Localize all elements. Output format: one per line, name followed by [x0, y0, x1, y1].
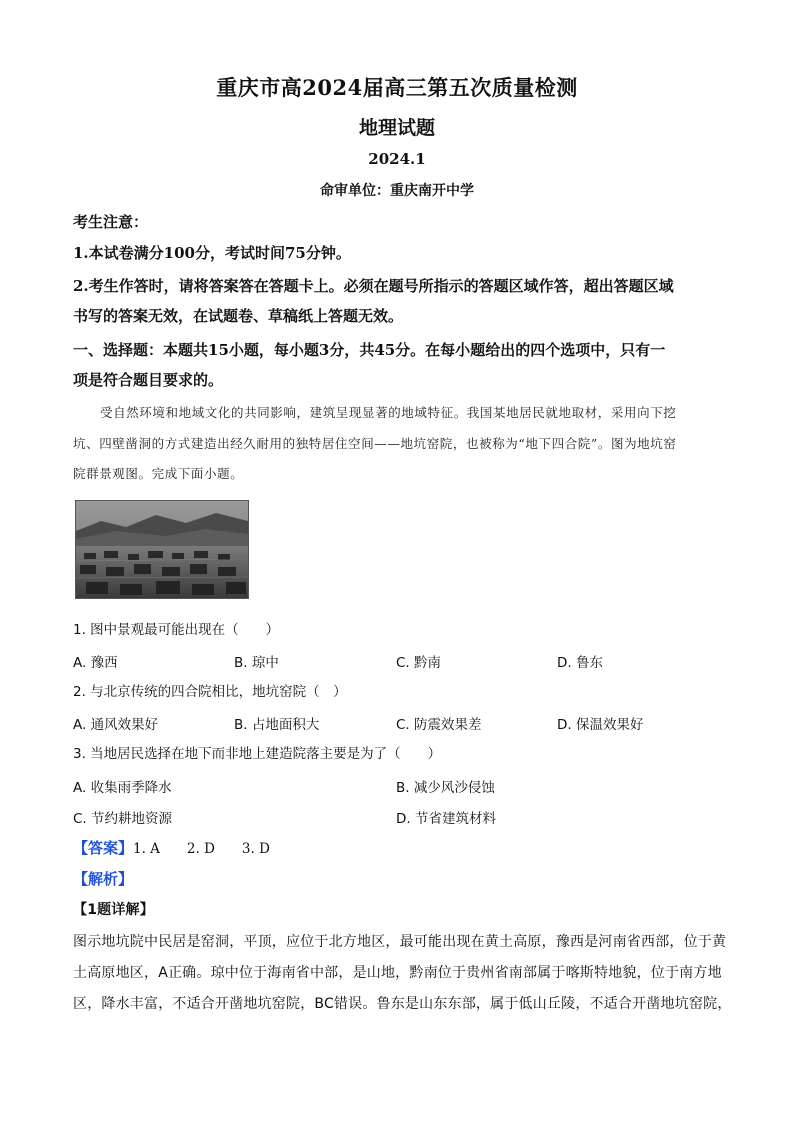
section-heading-line-2: 项是符合题目要求的。 — [73, 371, 224, 389]
question-3-option-a: A. 收集雨季降水 — [73, 780, 172, 796]
detail-line-3: 区，降水丰富，不适合开凿地坑窑院，BC错误。鲁东是山东东部，属于低山丘陵，不适合开凿地坑窑院， — [73, 996, 732, 1012]
notice-item-1: 1.本试卷满分100分，考试时间75分钟。 — [73, 244, 351, 262]
answer-values: 1. A 2. D 3. D — [133, 841, 270, 857]
intro-line-1: 受自然环境和地域文化的共同影响，建筑呈现显著的地域特征。我国某地居民就地取材，采用向下挖 — [100, 405, 677, 420]
answer-row — [73, 838, 723, 859]
question-3-option-c: C. 节约耕地资源 — [73, 811, 173, 827]
detail-line-2: 土高原地区，A正确。琼中位于海南省中部，是山地，黔南位于贵州省南部属于喀斯特地貌，位于南方地 — [73, 965, 722, 981]
question-1-option-b: B. 琼中 — [234, 655, 279, 671]
question-1-option-a: A. 豫西 — [73, 655, 118, 671]
exam-title: 重庆市高2024届高三第五次质量检测 — [216, 75, 578, 100]
question-1-stem: 1. 图中景观最可能出现在（ ） — [73, 622, 280, 638]
detail-line-1: 图示地坑院中民居是窑洞，平顶，应位于北方地区，最可能出现在黄土高原，豫西是河南省西部，位于黄 — [73, 934, 727, 950]
intro-line-2: 坑、四壁凿洞的方式建造出经久耐用的独特居住空间——地坑窑院，也被称为“地下四合院”。图为地坑窑 — [73, 436, 677, 451]
notice-item-2-line-1: 2.考生作答时，请将答案答在答题卡上。必须在题号所指示的答题区域作答，超出答题区域 — [73, 277, 674, 295]
question-1-option-d: D. 鲁东 — [557, 655, 603, 671]
exam-date: 2024.1 — [368, 150, 426, 168]
question-3-stem: 3. 当地居民选择在地下而非地上建造院落主要是为了（ ） — [73, 746, 442, 762]
notice-heading: 考生注意： — [73, 213, 149, 231]
question-2-option-b: B. 占地面积大 — [234, 717, 320, 733]
analysis-row — [73, 869, 723, 889]
pit-courtyard-photo — [75, 500, 249, 599]
question-2-stem: 2. 与北京传统的四合院相比，地坑窑院（ ） — [73, 684, 347, 700]
issuing-unit: 命审单位：重庆南开中学 — [320, 183, 474, 199]
subject-title: 地理试题 — [358, 117, 435, 139]
question-3-option-d: D. 节省建筑材料 — [396, 811, 496, 827]
section-heading-line-1: 一、选择题：本题共15小题，每小题3分，共45分。在每小题给出的四个选项中，只有一 — [73, 341, 666, 359]
question-2-option-a: A. 通风效果好 — [73, 717, 159, 733]
question-1-option-c: C. 黔南 — [396, 655, 442, 671]
analysis-label: 【解析】 — [73, 870, 134, 888]
intro-line-3: 院群景观图。完成下面小题。 — [73, 466, 244, 481]
notice-item-2-line-2: 书写的答案无效，在试题卷、草稿纸上答题无效。 — [73, 307, 404, 325]
answer-label: 【答案】 — [73, 839, 134, 857]
question-2-option-d: D. 保温效果好 — [557, 717, 644, 733]
detail-heading: 【1题详解】 — [73, 902, 154, 918]
question-3-option-b: B. 减少风沙侵蚀 — [396, 780, 495, 796]
question-2-option-c: C. 防震效果差 — [396, 717, 482, 733]
